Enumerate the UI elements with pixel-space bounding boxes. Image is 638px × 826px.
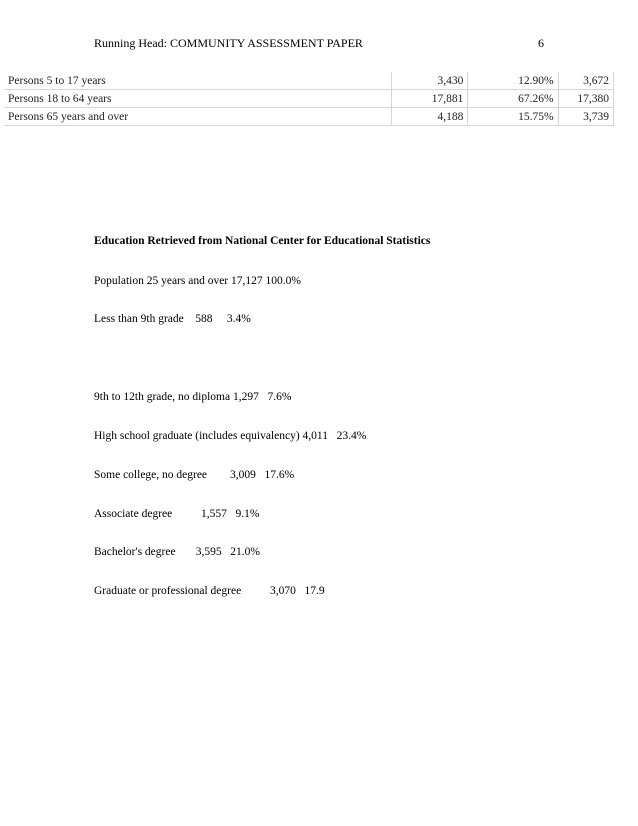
page-number: 6 bbox=[538, 36, 544, 50]
education-line: Associate degree 1,557 9.1% bbox=[94, 508, 260, 520]
education-line: Less than 9th grade 588 3.4% bbox=[94, 313, 251, 325]
row-percent: 67.26% bbox=[468, 90, 558, 108]
row-label: Persons 18 to 64 years bbox=[4, 90, 391, 108]
row-label: Persons 5 to 17 years bbox=[4, 72, 391, 90]
education-line: Graduate or professional degree 3,070 17.9 bbox=[94, 585, 325, 597]
education-line: Some college, no degree 3,009 17.6% bbox=[94, 469, 295, 481]
row-percent: 15.75% bbox=[468, 108, 558, 126]
education-line: Population 25 years and over 17,127 100.0% bbox=[94, 275, 301, 287]
row-count: 3,430 bbox=[391, 72, 468, 90]
table-row bbox=[4, 90, 614, 108]
education-heading: Education Retrieved from National Center for Educational Statistics bbox=[94, 235, 431, 247]
education-line: High school graduate (includes equivalency) 4,011 23.4% bbox=[94, 430, 367, 442]
row-other: 17,380 bbox=[558, 90, 613, 108]
row-percent: 12.90% bbox=[468, 72, 558, 90]
population-table bbox=[4, 72, 614, 126]
running-head bbox=[94, 36, 544, 51]
running-head-title: Running Head: COMMUNITY ASSESSMENT PAPER bbox=[94, 36, 363, 50]
row-label: Persons 65 years and over bbox=[4, 108, 391, 126]
education-line: Bachelor's degree 3,595 21.0% bbox=[94, 546, 260, 558]
education-line: 9th to 12th grade, no diploma 1,297 7.6% bbox=[94, 391, 292, 403]
row-other: 3,672 bbox=[558, 72, 613, 90]
row-count: 4,188 bbox=[391, 108, 468, 126]
row-other: 3,739 bbox=[558, 108, 613, 126]
row-count: 17,881 bbox=[391, 90, 468, 108]
table-row bbox=[4, 72, 614, 90]
table-row bbox=[4, 108, 614, 126]
